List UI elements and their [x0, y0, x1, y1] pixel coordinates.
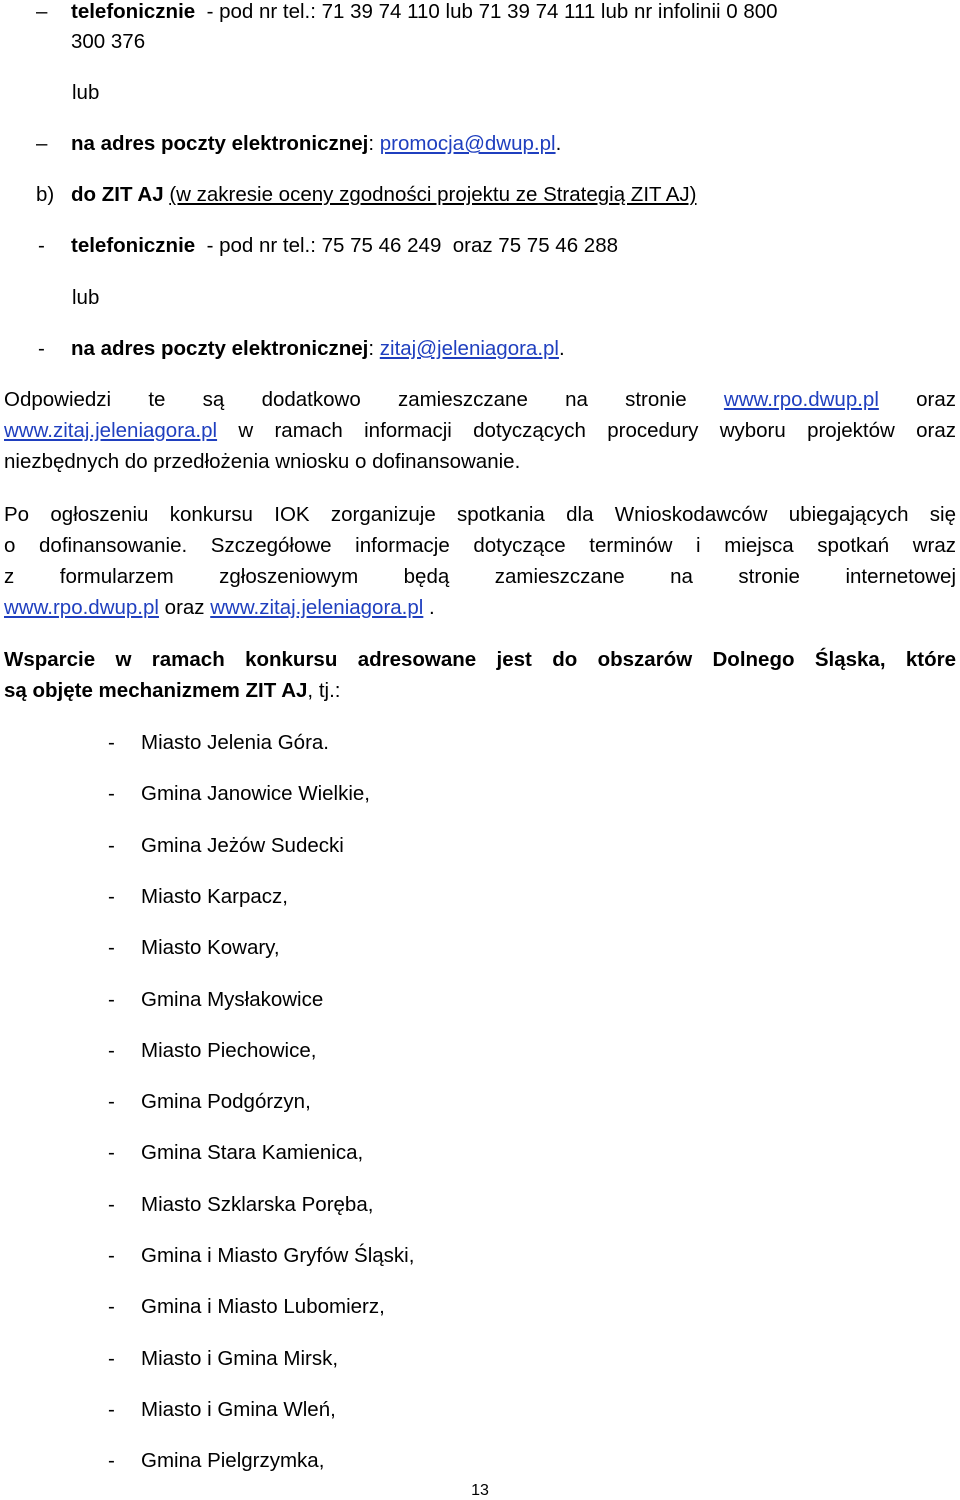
rpo-link[interactable]: www.rpo.dwup.pl	[723, 388, 879, 411]
oraz-text: oraz	[158, 596, 211, 619]
municipality-name: Gmina Mysłakowice	[141, 988, 324, 1011]
list-dash: -	[108, 782, 115, 805]
section-marker: b)	[36, 183, 55, 206]
support-paragraph-line1: Wsparcie w ramach konkursu adresowane jest do obszarów Dolnego Śląska, które	[4, 648, 956, 671]
contact-phone-line-zit	[71, 234, 618, 258]
support-rest: , tj.:	[307, 679, 341, 702]
list-dash: -	[108, 988, 115, 1011]
or-separator: lub	[72, 286, 100, 309]
list-dash: -	[38, 234, 45, 257]
answers-paragraph-line1	[4, 388, 956, 412]
page-number: 13	[471, 1482, 489, 1499]
contact-phone-line	[71, 0, 778, 24]
municipality-name: Gmina Pielgrzymka,	[141, 1449, 325, 1472]
list-dash: -	[108, 1193, 115, 1216]
answers-text-2: w ramach informacji dotyczących procedury wyboru projektów oraz	[217, 419, 956, 442]
contact-email-line-zit	[71, 337, 565, 361]
phone-numbers: - pod nr tel.: 75 75 46 249 oraz 75 75 46 288	[195, 234, 619, 257]
phone-numbers: - pod nr tel.: 71 39 74 110 lub 71 39 74 111 lub nr infolinii 0 800	[195, 0, 778, 23]
or-separator: lub	[72, 81, 100, 104]
answers-paragraph-line2	[4, 419, 956, 443]
phone-numbers-continued: 300 376	[71, 30, 146, 53]
period: .	[423, 596, 435, 619]
municipality-name: Gmina i Miasto Lubomierz,	[141, 1295, 385, 1318]
list-dash: –	[36, 132, 48, 155]
municipality-name: Gmina Stara Kamienica,	[141, 1141, 364, 1164]
meetings-paragraph-line3: z formularzem zgłoszeniowym będą zamieszczane na stronie internetowej	[4, 565, 956, 588]
list-dash: -	[108, 1347, 115, 1370]
email-colon: :	[368, 337, 380, 360]
phone-label: telefonicznie	[71, 234, 196, 257]
meetings-paragraph-line1: Po ogłoszeniu konkursu IOK zorganizuje spotkania dla Wnioskodawców ubiegających się	[4, 503, 956, 526]
answers-text: Odpowiedzi te są dodatkowo zamieszczane na stronie	[4, 388, 687, 411]
municipality-name: Gmina Podgórzyn,	[141, 1090, 311, 1113]
list-dash: -	[108, 936, 115, 959]
municipality-name: Miasto i Gmina Mirsk,	[141, 1347, 339, 1370]
answers-paragraph-line3: niezbędnych do przedłożenia wniosku o dofinansowanie.	[4, 450, 521, 473]
list-dash: -	[108, 1244, 115, 1267]
support-bold: są objęte mechanizmem ZIT AJ	[4, 679, 308, 702]
email-end: .	[555, 132, 562, 155]
municipality-name: Miasto Piechowice,	[141, 1039, 317, 1062]
zitaj-link-2[interactable]: www.zitaj.jeleniagora.pl	[210, 596, 424, 619]
list-dash: -	[108, 1449, 115, 1472]
contact-email-line	[71, 132, 561, 156]
municipality-name: Miasto Kowary,	[141, 936, 280, 959]
list-dash: –	[36, 0, 48, 23]
list-dash: -	[108, 1039, 115, 1062]
municipality-name: Gmina Jeżów Sudecki	[141, 834, 344, 857]
zitaj-link[interactable]: www.zitaj.jeleniagora.pl	[4, 419, 218, 442]
email-end: .	[558, 337, 565, 360]
section-heading-bold: do ZIT AJ	[71, 183, 164, 206]
rpo-link-2[interactable]: www.rpo.dwup.pl	[4, 596, 159, 619]
list-dash: -	[108, 1141, 115, 1164]
meetings-paragraph-line4	[4, 596, 435, 620]
list-dash: -	[108, 1295, 115, 1318]
municipality-name: Miasto Jelenia Góra.	[141, 731, 330, 754]
section-heading-zit	[71, 183, 697, 207]
email-link-dwup[interactable]: promocja@dwup.pl	[379, 132, 556, 155]
list-dash: -	[108, 834, 115, 857]
list-dash: -	[108, 1090, 115, 1113]
section-heading-scope: (w zakresie oceny zgodności projektu ze Strategią ZIT AJ)	[169, 183, 697, 206]
municipality-name: Miasto Karpacz,	[141, 885, 288, 908]
list-dash: -	[38, 337, 45, 360]
support-paragraph-line2	[4, 679, 340, 703]
municipality-name: Miasto Szklarska Poręba,	[141, 1193, 374, 1216]
list-dash: -	[108, 1398, 115, 1421]
list-dash: -	[108, 885, 115, 908]
municipality-name: Gmina i Miasto Gryfów Śląski,	[141, 1244, 415, 1267]
email-link-zitaj[interactable]: zitaj@jeleniagora.pl	[379, 337, 559, 360]
oraz-text: oraz	[916, 388, 957, 411]
municipality-name: Gmina Janowice Wielkie,	[141, 782, 370, 805]
phone-label: telefonicznie	[71, 0, 196, 23]
email-colon: :	[368, 132, 380, 155]
meetings-paragraph-line2: o dofinansowanie. Szczegółowe informacje dotyczące terminów i miejsca spotkań wraz	[4, 534, 956, 557]
municipality-name: Miasto i Gmina Wleń,	[141, 1398, 336, 1421]
email-label: na adres poczty elektronicznej	[71, 337, 369, 360]
list-dash: -	[108, 731, 115, 754]
email-label: na adres poczty elektronicznej	[71, 132, 369, 155]
